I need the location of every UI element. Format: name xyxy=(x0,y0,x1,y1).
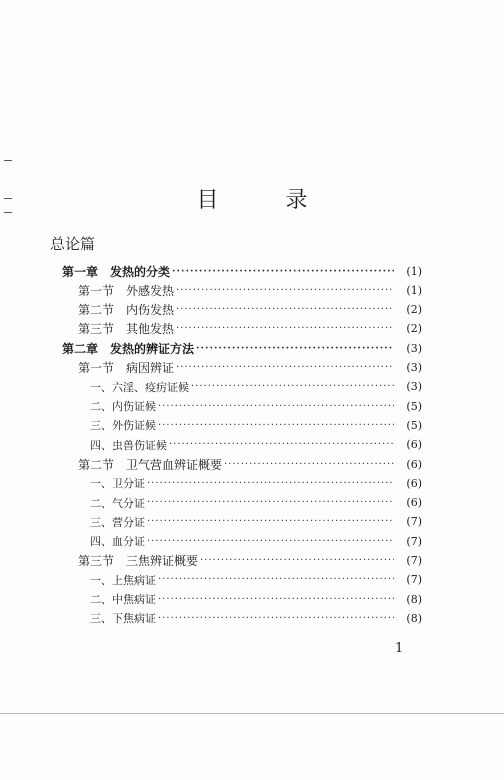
page-title: 目 录 xyxy=(196,188,338,213)
toc-leader xyxy=(196,343,394,354)
toc-entry xyxy=(90,532,422,550)
toc-entry-label: 第二节 卫气营血辨证概要 xyxy=(78,457,223,472)
toc-entry xyxy=(78,552,422,570)
toc-entry-label: 第一章 发热的分类 xyxy=(62,264,171,279)
toc-entry-page: (5) xyxy=(406,399,422,413)
footer-rule xyxy=(0,713,504,714)
toc-entry-label: 四、虫兽伤证候 xyxy=(90,438,167,452)
toc-entry-page: (8) xyxy=(406,592,422,606)
toc-entry xyxy=(62,262,422,280)
scan-edge-mark xyxy=(4,160,12,161)
toc-leader xyxy=(147,497,394,508)
toc-entry-page: (3) xyxy=(406,361,422,374)
toc-entry-label: 第三节 其他发热 xyxy=(78,322,175,337)
toc-entry-label: 三、外伤证候 xyxy=(90,419,156,433)
toc-entry-label: 第二章 发热的辨证方法 xyxy=(62,341,195,356)
toc-entry-page: (2) xyxy=(406,303,422,317)
toc-leader xyxy=(191,381,394,392)
toc-entry xyxy=(90,436,422,454)
toc-entry xyxy=(90,378,422,396)
toc-entry-page: (7) xyxy=(406,534,422,548)
toc-entry-label: 第一节 病因辨证 xyxy=(78,361,175,375)
toc-entry-page: (7) xyxy=(406,515,422,529)
toc-entry-page: (8) xyxy=(406,611,422,625)
toc-entry-page: (6) xyxy=(406,438,422,452)
toc-leader xyxy=(176,362,394,373)
toc-entry-label: 一、卫分证 xyxy=(90,477,145,491)
toc-leader xyxy=(158,401,394,412)
toc-entry xyxy=(90,609,422,627)
toc-entry-page: (5) xyxy=(406,418,422,432)
toc-entry xyxy=(78,455,422,473)
page-number: 1 xyxy=(395,641,404,656)
toc-leader xyxy=(176,285,394,296)
toc-entry-page: (2) xyxy=(406,322,422,336)
toc-entry-label: 二、中焦病证 xyxy=(90,593,156,607)
toc-leader xyxy=(147,478,394,489)
toc-leader xyxy=(147,516,394,527)
toc-entry-label: 第二节 内伤发热 xyxy=(78,303,175,318)
toc-leader xyxy=(200,555,394,566)
toc-entry xyxy=(90,416,422,434)
toc-entry-label: 一、六淫、疫疠证候 xyxy=(90,380,189,394)
toc-leader xyxy=(147,536,394,547)
toc-entry xyxy=(78,320,422,338)
toc-entry xyxy=(78,301,422,319)
toc-entry xyxy=(62,339,422,357)
toc-entry-label: 三、下焦病证 xyxy=(90,612,156,626)
scan-edge-mark xyxy=(4,198,12,199)
toc-leader xyxy=(224,459,394,470)
scan-edge-mark xyxy=(4,212,12,213)
toc-leader xyxy=(176,323,394,334)
toc-entry xyxy=(90,513,422,531)
toc-entry-page: (3) xyxy=(406,380,422,394)
toc-leader xyxy=(158,613,394,624)
toc-entry xyxy=(78,359,422,377)
toc-entry-label: 三、营分证 xyxy=(90,515,145,529)
toc-leader xyxy=(172,266,394,277)
toc-entry-page: (1) xyxy=(406,264,422,278)
toc-entry xyxy=(90,590,422,608)
toc-entry-label: 第一节 外感发热 xyxy=(78,283,175,298)
toc-entry-page: (7) xyxy=(406,554,422,567)
toc-entry-label: 二、内伤证候 xyxy=(90,400,156,414)
toc-entry-page: (1) xyxy=(406,283,422,297)
toc-leader xyxy=(169,439,394,450)
toc-entry-page: (7) xyxy=(406,573,422,587)
toc-entry xyxy=(78,281,422,299)
toc-entry xyxy=(90,494,422,512)
part-title: 总论篇 xyxy=(50,235,96,253)
toc-entry-label: 第三节 三焦辨证概要 xyxy=(78,554,199,568)
toc-entry-label: 二、气分证 xyxy=(90,496,145,510)
toc-entry-label: 四、血分证 xyxy=(90,535,145,549)
toc-leader xyxy=(158,574,394,585)
toc-leader xyxy=(176,304,394,315)
toc-entry-page: (6) xyxy=(406,476,422,490)
toc-entry xyxy=(90,474,422,492)
toc-entry-page: (6) xyxy=(406,457,422,471)
toc-leader xyxy=(158,420,394,431)
toc-entry xyxy=(90,397,422,415)
toc-entry xyxy=(90,571,422,589)
toc-entry-page: (3) xyxy=(406,341,422,355)
toc-entry-label: 一、上焦病证 xyxy=(90,573,156,587)
toc-entry-page: (6) xyxy=(406,496,422,510)
toc-leader xyxy=(158,594,394,605)
